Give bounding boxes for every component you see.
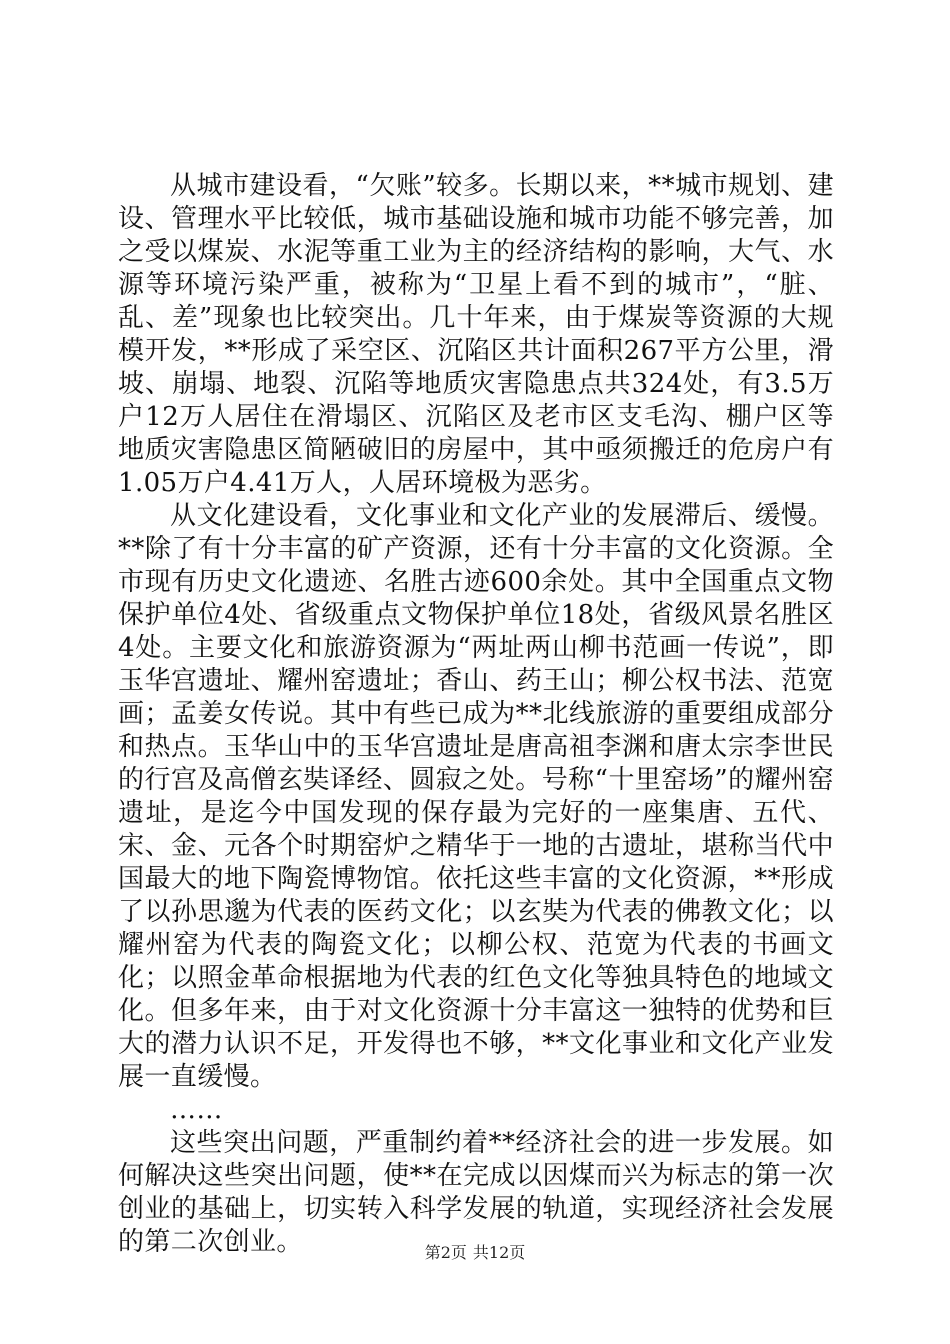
ellipsis-line: …… [170,1095,223,1125]
page-number-total: 共12页 [472,1243,526,1262]
paragraph-closing: 这些突出问题，严重制约着**经济社会的进一步发展。如何解决这些突出问题，使**在完成以因煤而兴为标志的第一次创业的基础上，切实转入科学发展的轨道，实现经济社会发展的第二次创业。 [118,1128,834,1257]
paragraph-cultural-construction: 从文化建设看，文化事业和文化产业的发展滞后、缓慢。**除了有十分丰富的矿产资源，还有十分丰富的文化资源。全市现有历史文化遗迹、名胜古迹600余处。其中全国重点文物保护单位4处、省级重点文物保护单位18处，省级风景名胜区4处。主要文化和旅游资源为“两址两山柳书范画一传说”，即玉华宫遗址、耀州窑遗址；香山、药王山；柳公权书法、范宽画；孟姜女传说。其中有些已成为**北线旅游的重要组成部分和热点。玉华山中的玉华宫遗址是唐高祖李渊和唐太宗李世民的行宫及高僧玄奘译经、圆寂之处。号称“十里窑场”的耀州窑遗址，是迄今中国发现的保存最为完好的一座集唐、五代、宋、金、元各个时期窑炉之精华于一地的古遗址，堪称当代中国最大的地下陶瓷博物馆。依托这些丰富的文化资源，**形成了以孙思邈为代表的医药文化；以玄奘为代表的佛教文化；以耀州窑为代表的陶瓷文化；以柳公权、范宽为代表的书画文化；以照金革命根据地为代表的红色文化等独具特色的地域文化。但多年来，由于对文化资源十分丰富这一独特的优势和巨大的潜力认识不足，开发得也不够，**文化事业和文化产业发展一直缓慢。 [118,501,834,1092]
page-number-current: 第2页 [424,1243,467,1262]
document-body [118,170,834,1259]
paragraph-urban-construction: 从城市建设看，“欠账”较多。长期以来，**城市规划、建设、管理水平比较低，城市基础设施和城市功能不够完善，加之受以煤炭、水泥等重工业为主的经济结构的影响，大气、水源等环境污染严重，被称为“卫星上看不到的城市”，“脏、乱、差”现象也比较突出。几十年来，由于煤炭等资源的大规模开发，**形成了采空区、沉陷区共计面积267平方公里，滑坡、崩塌、地裂、沉陷等地质灾害隐患点共324处，有3.5万户12万人居住在滑塌区、沉陷区及老市区支毛沟、棚户区等地质灾害隐患区简陋破旧的房屋中，其中亟须搬迁的危房户有1.05万户4.41万人，人居环境极为恶劣。 [118,171,834,498]
page-footer [0,1240,950,1263]
